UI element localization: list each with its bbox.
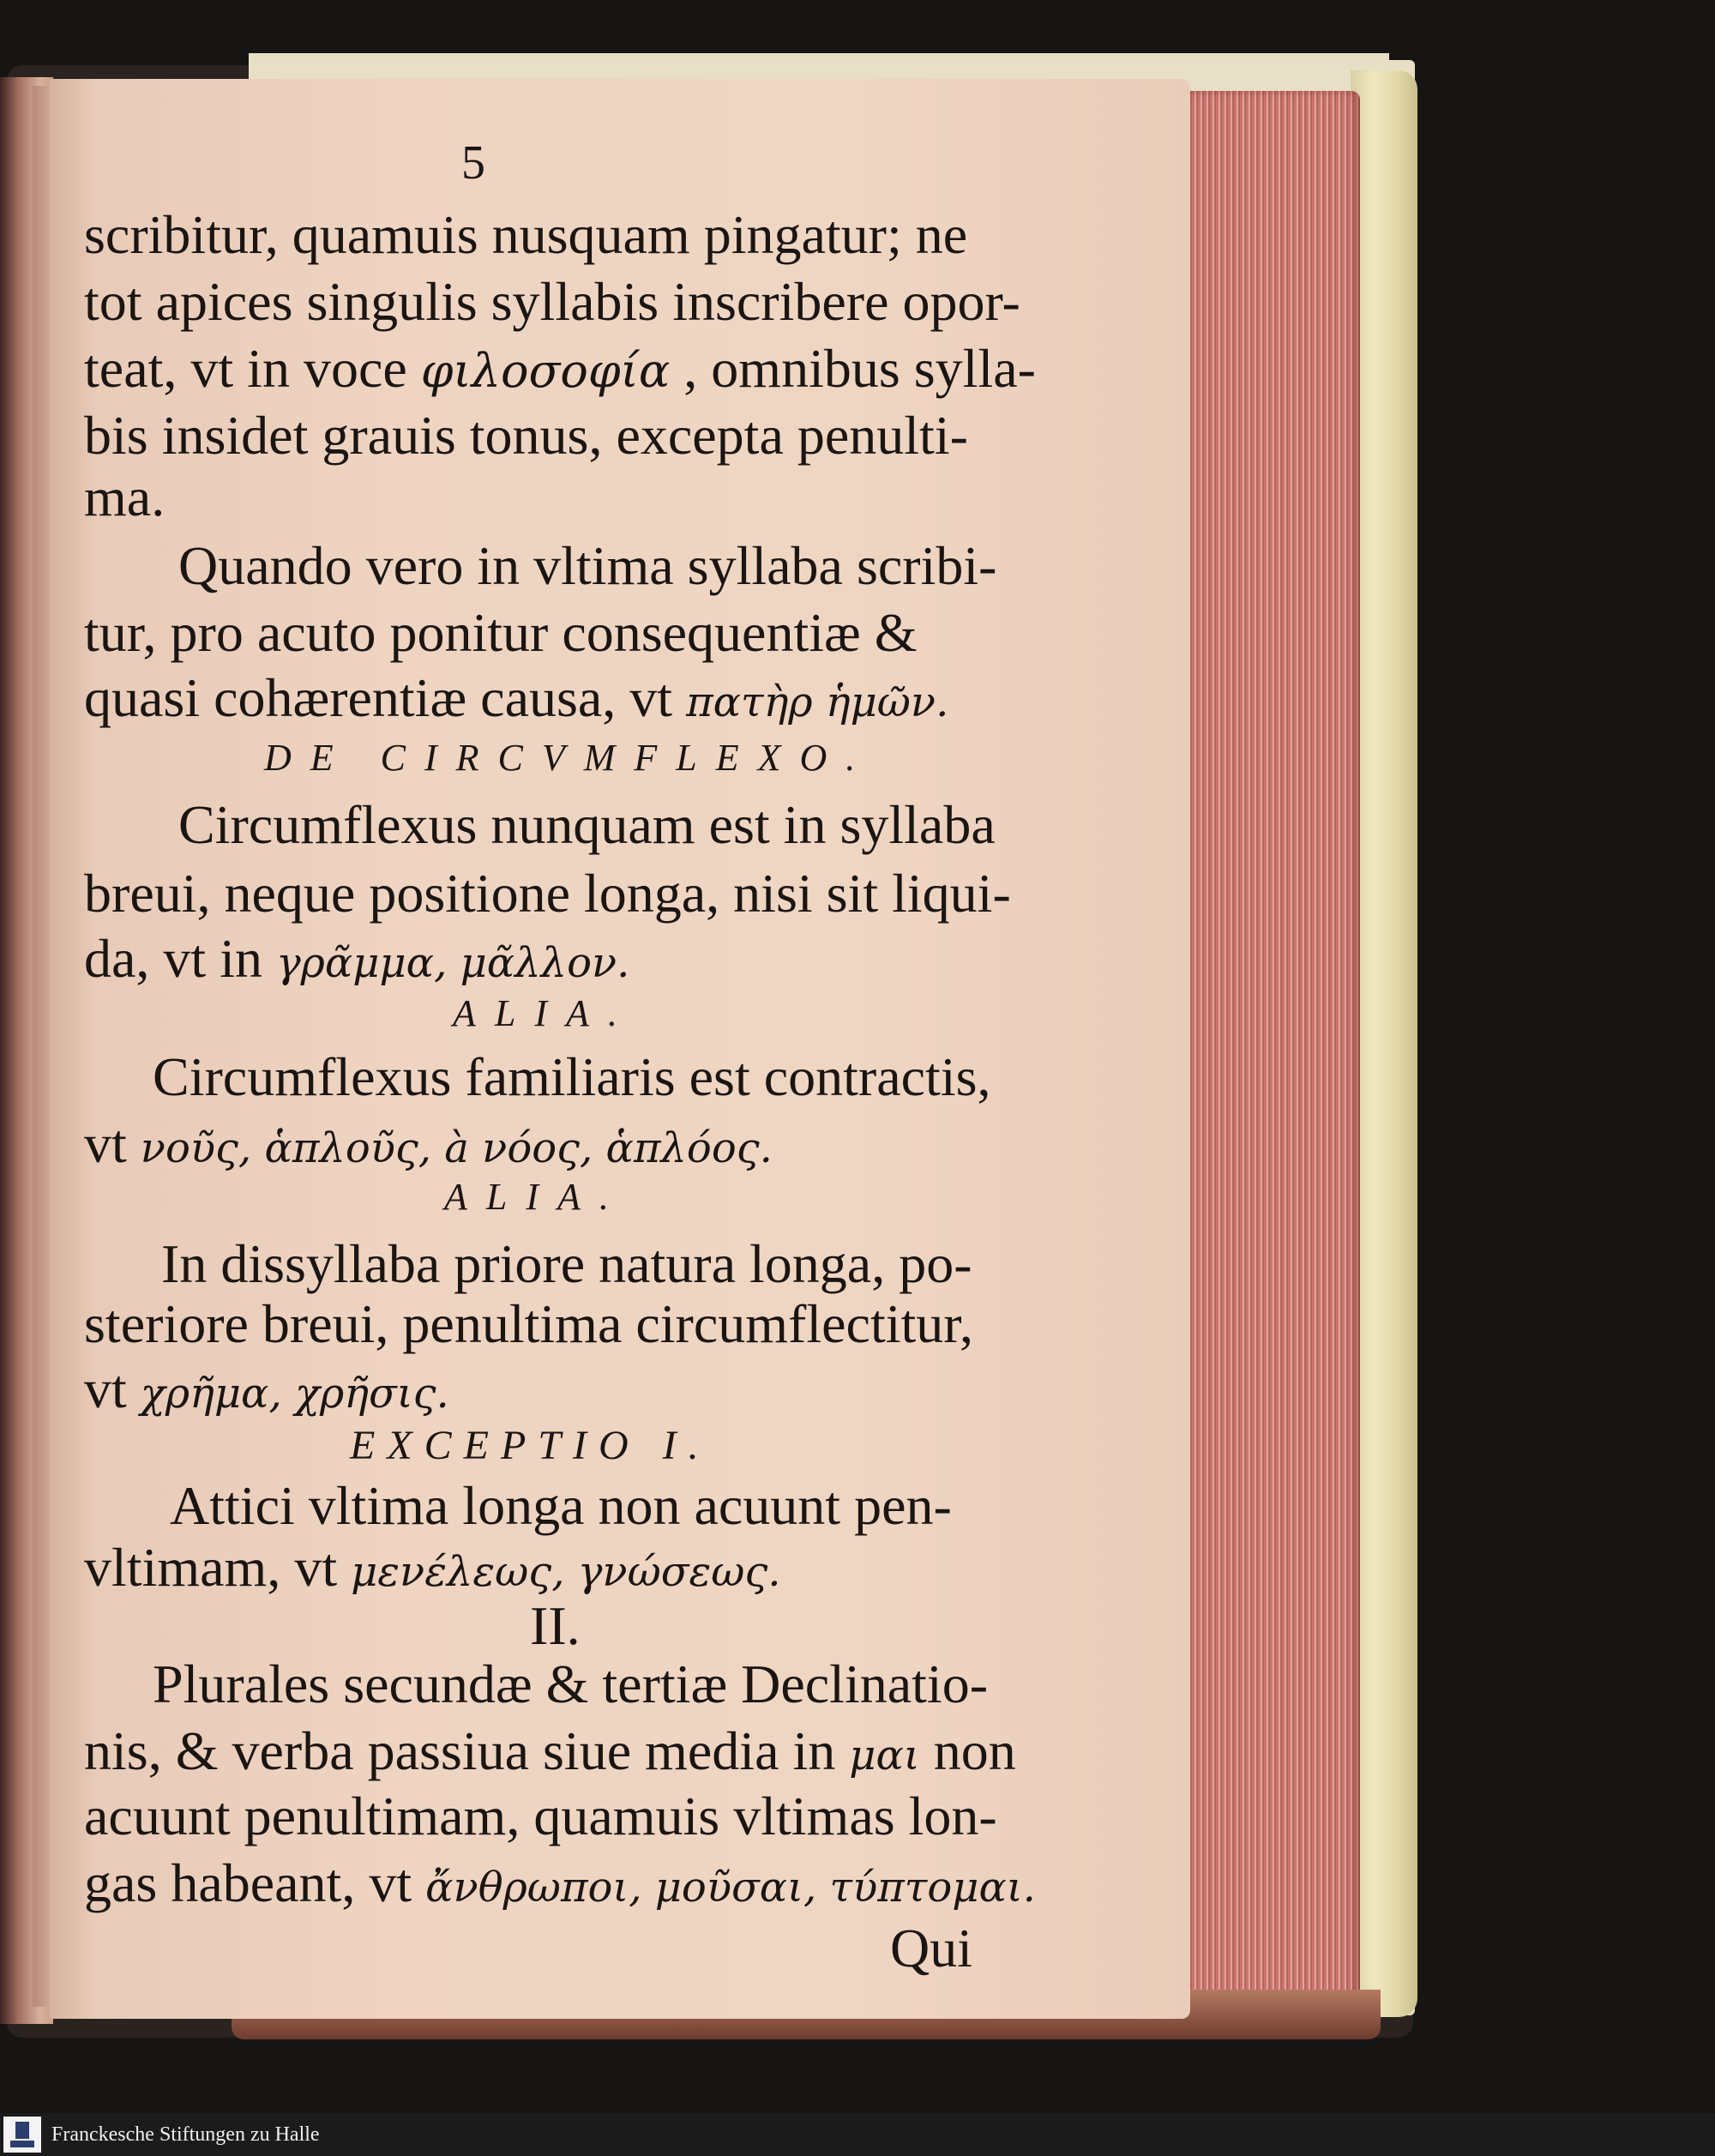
- section-heading: ALIA.: [453, 992, 636, 1034]
- text-line: In dissyllaba priore natura longa, po-: [161, 1233, 972, 1294]
- greek-word: μαι: [849, 1731, 920, 1780]
- greek-word: πατὴρ ἡμῶν.: [686, 678, 949, 726]
- section-heading: ALIA.: [444, 1176, 628, 1218]
- greek-word: νοῦς, ἁπλοῦς, à νόος, ἁπλόος.: [140, 1124, 773, 1172]
- text-span: nis, & verba passiua siue media in: [84, 1720, 836, 1781]
- footer-bar: [0, 2113, 1715, 2156]
- text-span: , omnibus sylla-: [683, 338, 1036, 399]
- text-line: breui, neque positione longa, nisi sit liqui-: [84, 863, 1011, 924]
- text-line: tot apices singulis syllabis inscribere opor-: [84, 271, 1020, 332]
- greek-word: φιλοσοφία: [420, 344, 671, 398]
- text-span: non: [933, 1720, 1016, 1781]
- text-line: [84, 928, 630, 989]
- greek-word: χρῆμα, χρῆσις.: [140, 1370, 449, 1418]
- section-heading: II.: [530, 1595, 581, 1656]
- footer-caption: Franckesche Stiftungen zu Halle: [51, 2123, 320, 2146]
- catchword: Qui: [890, 1918, 972, 1978]
- text-line: ma.: [84, 467, 165, 527]
- text-span: vt: [84, 1358, 127, 1419]
- section-heading: EXCEPTIO I.: [350, 1423, 711, 1468]
- book-page: [50, 79, 1190, 2019]
- text-line: Plurales secundæ & tertiæ Declinatio-: [153, 1653, 988, 1714]
- text-line: [84, 338, 1036, 399]
- text-line: Circumflexus familiaris est contractis,: [153, 1046, 991, 1107]
- text-line: tur, pro acuto ponitur consequentiæ &: [84, 602, 918, 663]
- text-line: [84, 1852, 1036, 1913]
- text-line: [84, 1113, 773, 1174]
- text-line: Attici vltima longa non acuunt pen-: [170, 1475, 952, 1536]
- text-span: gas habeant, vt: [84, 1852, 412, 1913]
- text-line: [84, 1358, 449, 1419]
- text-span: vltimam, vt: [84, 1537, 338, 1598]
- section-heading: DE CIRCVMFLEXO.: [264, 737, 875, 779]
- text-line: [84, 1720, 1016, 1781]
- text-line: acuunt penultimam, quamuis vltimas lon-: [84, 1786, 997, 1846]
- page-number: 5: [461, 136, 485, 190]
- text-line: Circumflexus nunquam est in syllaba: [178, 794, 996, 855]
- text-line: bis insidet grauis tonus, excepta penulti-: [84, 405, 968, 466]
- institution-logo-icon: [3, 2117, 41, 2153]
- text-line: [84, 1537, 781, 1598]
- text-line: [84, 667, 949, 728]
- text-line: Quando vero in vltima syllaba scribi-: [178, 535, 997, 596]
- vellum-spine-edge: [1351, 70, 1417, 2017]
- text-span: da, vt in: [84, 928, 262, 989]
- text-line: scribitur, quamuis nusquam pingatur; ne: [84, 204, 968, 265]
- text-span: vt: [84, 1113, 127, 1174]
- text-span: teat, vt in voce: [84, 338, 407, 399]
- text-span: quasi cohærentiæ causa, vt: [84, 667, 673, 728]
- greek-word: γρᾶμμα, μᾶλλον.: [275, 939, 630, 987]
- red-fore-edge: [1168, 91, 1360, 2002]
- greek-word: ἄνθρωποι, μοῦσαι, τύπτομαι.: [425, 1864, 1036, 1912]
- text-line: steriore breui, penultima circumflectitur,: [84, 1293, 974, 1354]
- greek-word: μενέλεως, γνώσεως.: [351, 1548, 781, 1596]
